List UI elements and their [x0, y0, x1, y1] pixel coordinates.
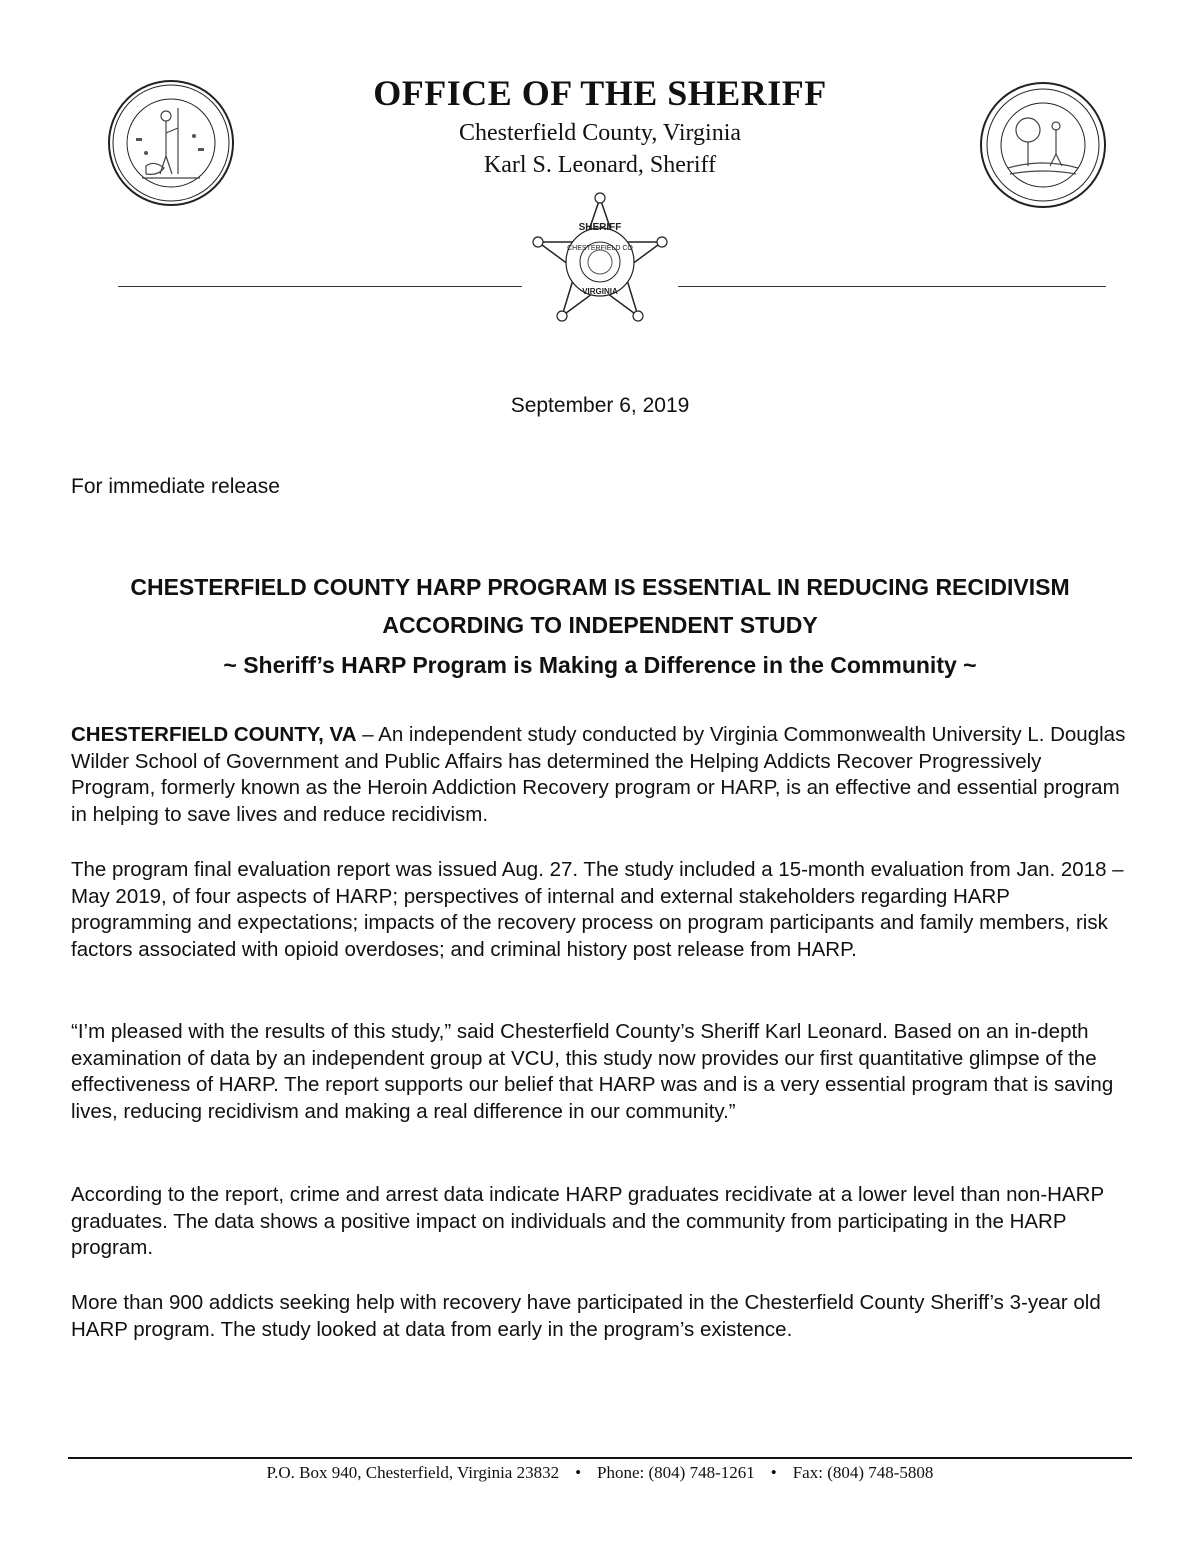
- chesterfield-seal-text: [0, 0, 1, 1]
- footer-phone: Phone: (804) 748-1261: [597, 1463, 755, 1482]
- release-note: For immediate release: [71, 475, 280, 498]
- badge-ring-text: CHESTERFIELD CO: [567, 245, 633, 252]
- headline-subtitle: ~ Sheriff’s HARP Program is Making a Difference in the Community ~: [223, 652, 977, 678]
- footer-contact: [0, 1463, 1200, 1483]
- paragraph-1: [71, 722, 1131, 828]
- paragraph-5: More than 900 addicts seeking help with recovery have participated in the Chesterfield County Sheriff’s 3-year old HARP program. The study looked at data from early in the program’s existence.: [71, 1291, 1101, 1341]
- office-title: OFFICE OF THE SHERIFF: [373, 73, 827, 113]
- badge-top-text: SHERIFF: [578, 222, 622, 233]
- headline-line-2: ACCORDING TO INDEPENDENT STUDY: [382, 612, 818, 638]
- footer-rule: [68, 1457, 1132, 1459]
- paragraph-3: “I’m pleased with the results of this study,” said Chesterfield County’s Sheriff Karl Leonard. Based on an in-depth examination of data by an independent group at VCU, this study now provides our first quantitative glimpse of the effectiveness of HARP. The report supports our belief that HARP was and is a very essential program that is saving lives, reducing recidivism and making a real difference in our community.”: [71, 1020, 1114, 1123]
- county-name: Chesterfield County, Virginia: [458, 120, 742, 146]
- letterhead-rule-left: [118, 286, 522, 287]
- footer-address: P.O. Box 940, Chesterfield, Virginia 23832: [266, 1463, 560, 1482]
- footer-separator: •: [770, 1463, 777, 1482]
- dateline: CHESTERFIELD COUNTY, VA: [71, 723, 357, 746]
- sheriff-name: Karl S. Leonard, Sheriff: [483, 152, 717, 178]
- sheriff-star-badge-icon: [520, 190, 680, 340]
- paragraph-1-text: – An independent study conducted by Virginia Commonwealth University L. Douglas Wilder School of Government and Public Affairs has determined the Helping Addicts Recover Progressively Program, formerly known as the Heroin Addiction Recovery program or HARP, is an effective and essential program in helping to save lives and reduce recidivism.: [71, 723, 1126, 826]
- headline-line-1: CHESTERFIELD COUNTY HARP PROGRAM IS ESSENTIAL IN REDUCING RECIDIVISM: [130, 574, 1070, 600]
- footer-fax: Fax: (804) 748-5808: [792, 1463, 934, 1482]
- letterhead-rule-right: [678, 286, 1106, 287]
- footer-separator: •: [575, 1463, 582, 1482]
- virginia-seal-text: [0, 0, 1, 1]
- release-date: September 6, 2019: [510, 394, 690, 417]
- badge-bottom-text: VIRGINIA: [582, 287, 618, 296]
- paragraph-4: According to the report, crime and arrest data indicate HARP graduates recidivate at a lower level than non-HARP graduates. The data shows a positive impact on individuals and the community from participating in the HARP program.: [71, 1183, 1104, 1259]
- paragraph-2: The program final evaluation report was issued Aug. 27. The study included a 15-month evaluation from Jan. 2018 – May 2019, of four aspects of HARP; perspectives of internal and external stakeholders regarding HARP programming and expectations; impacts of the recovery process on program participants and family members, risk factors associated with opioid overdoses; and criminal history post release from HARP.: [71, 858, 1124, 961]
